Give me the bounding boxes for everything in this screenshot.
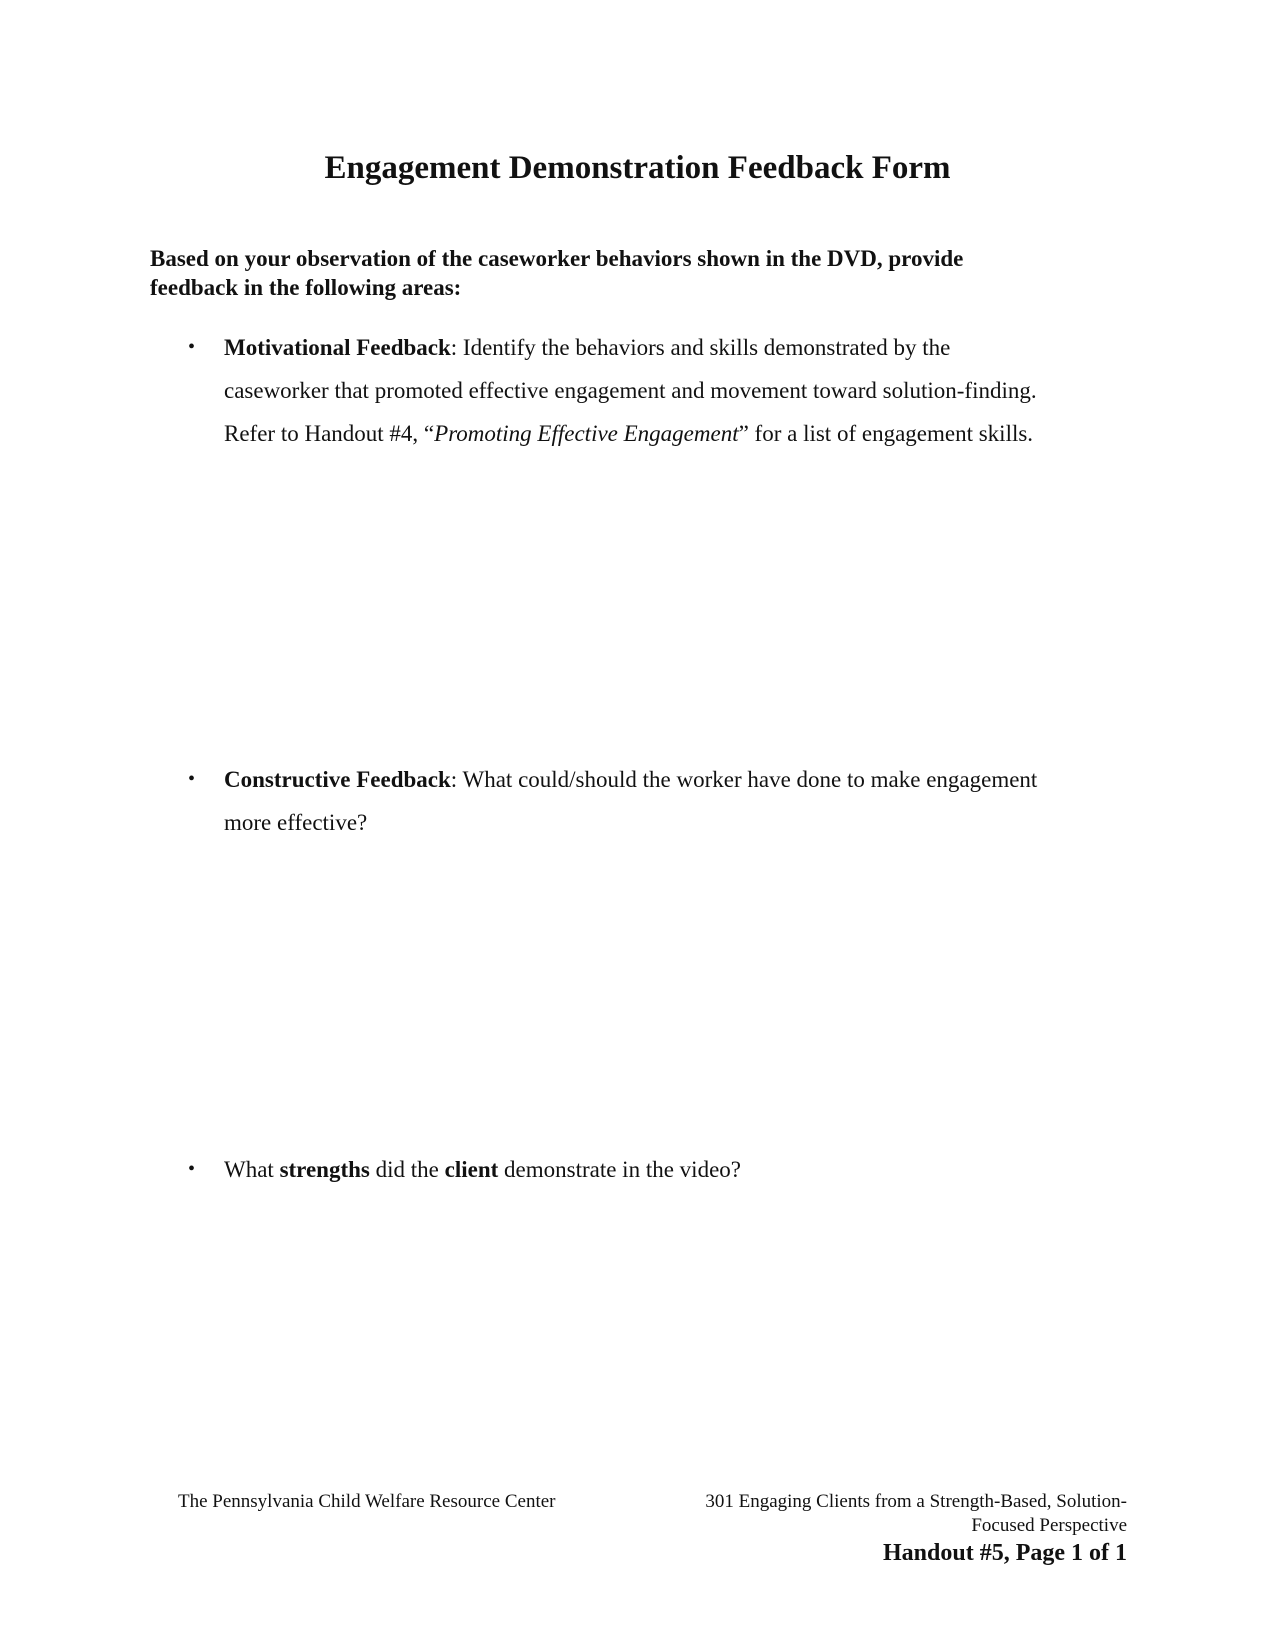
item-heading: Motivational Feedback [224,335,451,360]
item-heading: Constructive Feedback [224,767,451,792]
footer-course-title [657,1490,1127,1538]
feedback-item-text [224,1148,1124,1191]
footer-course-line-1: 301 Engaging Clients from a Strength-Based, Solution- [705,1491,1127,1512]
footer-organization: The Pennsylvania Child Welfare Resource Center [178,1491,556,1512]
feedback-item-text [224,326,1124,455]
handout-page-label: Handout #5, Page 1 of 1 [882,1540,1127,1566]
bullet-icon: • [188,768,196,790]
item-line-3-suffix: ” for a list of engagement skills. [738,421,1034,446]
item-text-middle: did the [369,1157,445,1182]
instructions-line-2: feedback in the following areas: [150,275,462,300]
handout-reference: Promoting Effective Engagement [434,421,739,446]
item-line-2: caseworker that promoted effective engagement and movement toward solution-finding. [224,378,1037,403]
client-emphasis: client [444,1157,499,1182]
feedback-item-text [224,758,1124,844]
item-line-1: : Identify the behaviors and skills demonstrated by the [450,335,951,360]
instructions-line-1: Based on your observation of the caseworker behaviors shown in the DVD, provide [150,246,964,271]
footer-course-line-2: Focused Perspective [971,1515,1127,1536]
page-title: Engagement Demonstration Feedback Form [324,150,951,186]
item-line-2: more effective? [224,810,368,835]
item-line-1: : What could/should the worker have done to make engagement [450,767,1038,792]
item-text-prefix: What [224,1157,280,1182]
bullet-icon: • [188,336,196,358]
instructions [150,244,1110,302]
item-line-3-prefix: Refer to Handout #4, “ [224,421,435,446]
bullet-icon: • [188,1158,196,1180]
strengths-emphasis: strengths [279,1157,370,1182]
item-text-suffix: demonstrate in the video? [498,1157,741,1182]
